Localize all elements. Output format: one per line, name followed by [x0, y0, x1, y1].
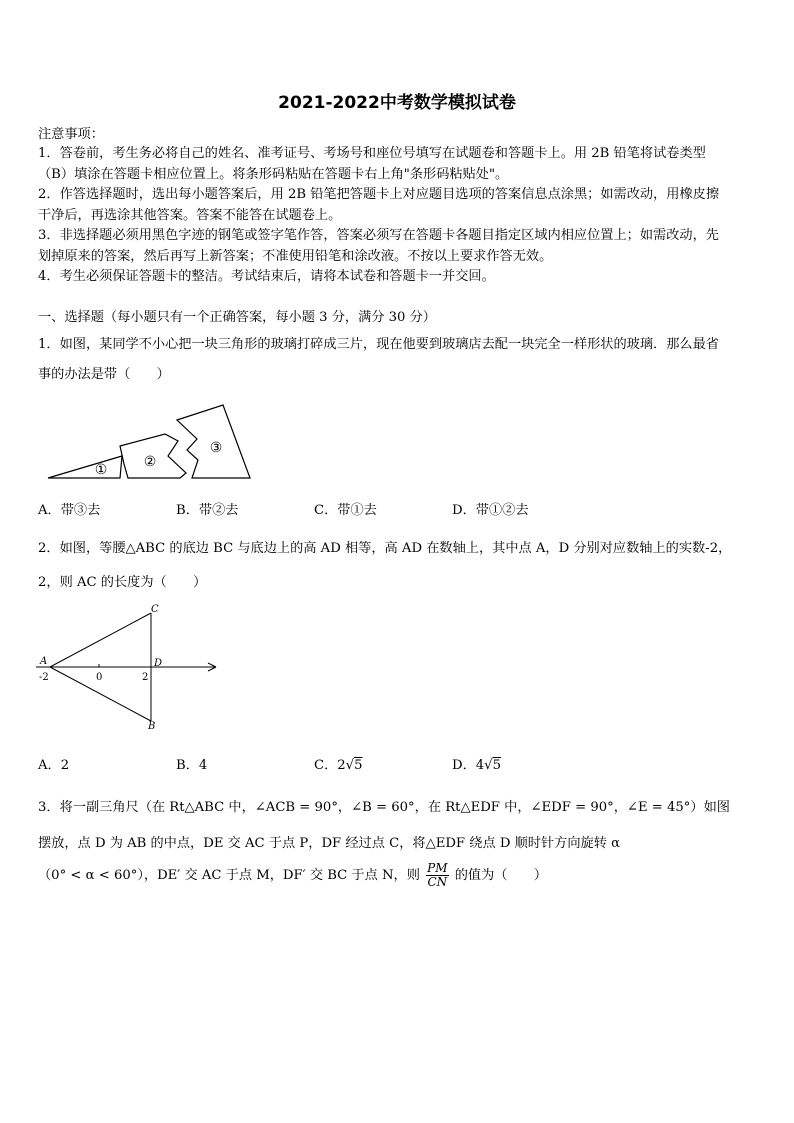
question-3-text: 3．将一副三角尺（在 Rt△ABC 中，∠ACB = 90°，∠B = 60°，在 Rt△EDF 中，∠EDF = 90°，∠E = 45°）如图 — [38, 800, 730, 815]
q2-option-d[interactable] — [452, 754, 501, 773]
notice-line: 划掉原来的答案，然后再写上新答案；不准使用铅笔和涂改液。不按以上要求作答无效。 — [38, 249, 553, 264]
q2-option-c[interactable] — [314, 754, 362, 773]
number-line-triangle-figure — [36, 600, 226, 735]
q1-option-d[interactable]: D．带①②去 — [452, 503, 529, 518]
q1-option-c[interactable]: C．带①去 — [314, 503, 377, 518]
sqrt-arg: 5 — [354, 758, 363, 773]
label-a: A — [40, 656, 48, 667]
question-3-text — [38, 862, 547, 889]
segment-ac — [50, 613, 151, 667]
section-heading: 一、选择题（每小题只有一个正确答案，每小题 3 分，满分 30 分） — [38, 310, 436, 325]
fraction-pm-cn — [426, 862, 448, 889]
sqrt-arg: 5 — [492, 758, 501, 773]
q2-option-b[interactable]: B．4 — [176, 758, 208, 773]
q2-option-d-text: D．4 — [452, 758, 485, 773]
question-1-text: 1．如图，某同学不小心把一块三角形的玻璃打碎成三片，现在他要到玻璃店去配一块完全一样形状的玻璃．那么最省 — [38, 337, 719, 352]
tick-label-0: 0 — [96, 672, 103, 683]
question-2-text: 2．如图，等腰△ABC 的底边 BC 与底边上的高 AD 相等，高 AD 在数轴上，其中点 A，D 分别对应数轴上的实数-2， — [38, 541, 732, 556]
question-1-text: 事的办法是带（ ） — [38, 367, 170, 382]
notice-line: 1．答卷前，考生务必将自己的姓名、准考证号、考场号和座位号填写在试题卷和答题卡上。用 2B 铅笔将试卷类型 — [38, 146, 706, 161]
notice-heading: 注意事项： — [38, 127, 104, 142]
question-2-text: 2，则 AC 的长度为（ ） — [38, 575, 207, 590]
q1-option-b[interactable]: B．带②去 — [176, 503, 239, 518]
notice-line: 4．考生必须保证答题卡的整洁。考试结束后，请将本试卷和答题卡一并交回。 — [38, 269, 495, 284]
q2-option-a[interactable]: A．2 — [38, 758, 70, 773]
glass-piece-1 — [48, 456, 122, 478]
label-piece-1: ① — [94, 462, 108, 478]
tick-label-2: 2 — [142, 672, 149, 683]
label-d: D — [154, 658, 163, 669]
page-title: 2021-2022中考数学模拟试卷 — [278, 93, 516, 113]
question-3-text: 摆放，点 D 为 AB 的中点，DE 交 AC 于点 P，DF 经过点 C，将△EDF 绕点 D 顺时针方向旋转 α — [38, 836, 621, 851]
label-piece-3: ③ — [209, 440, 223, 456]
label-piece-2: ② — [143, 454, 157, 470]
question-3-text-part: 的值为（ ） — [454, 868, 548, 883]
label-c: C — [151, 604, 159, 615]
notice-line: 干净后，再选涂其他答案。答案不能答在试题卷上。 — [38, 208, 342, 223]
notice-line: 3．非选择题必须用黑色字迹的钢笔或签字笔作答，答案必须写在答题卡各题目指定区域内相应位置上；如需改动，先 — [38, 228, 719, 243]
q2-option-c-text: C．2 — [314, 758, 346, 773]
fraction-numerator: PM — [427, 861, 448, 875]
label-b: B — [148, 721, 156, 732]
broken-glass-figure — [40, 398, 260, 484]
q1-option-a[interactable]: A．带③去 — [38, 503, 101, 518]
notice-line: （B）填涂在答题卡相应位置上。将条形码粘贴在答题卡右上角"条形码粘贴处"。 — [38, 167, 509, 182]
notice-line: 2．作答选择题时，选出每小题答案后，用 2B 铅笔把答题卡上对应题目选项的答案信息点涂黑；如需改动，用橡皮擦 — [38, 187, 720, 202]
tick-label-neg2: -2 — [39, 672, 49, 683]
question-3-text-part: （0° < α < 60°），DE′ 交 AC 于点 M，DF′ 交 BC 于点 N，则 — [38, 868, 420, 883]
sqrt-symbol: √ — [484, 758, 493, 773]
fraction-denominator: CN — [427, 875, 448, 889]
sqrt-symbol: √ — [345, 758, 355, 773]
